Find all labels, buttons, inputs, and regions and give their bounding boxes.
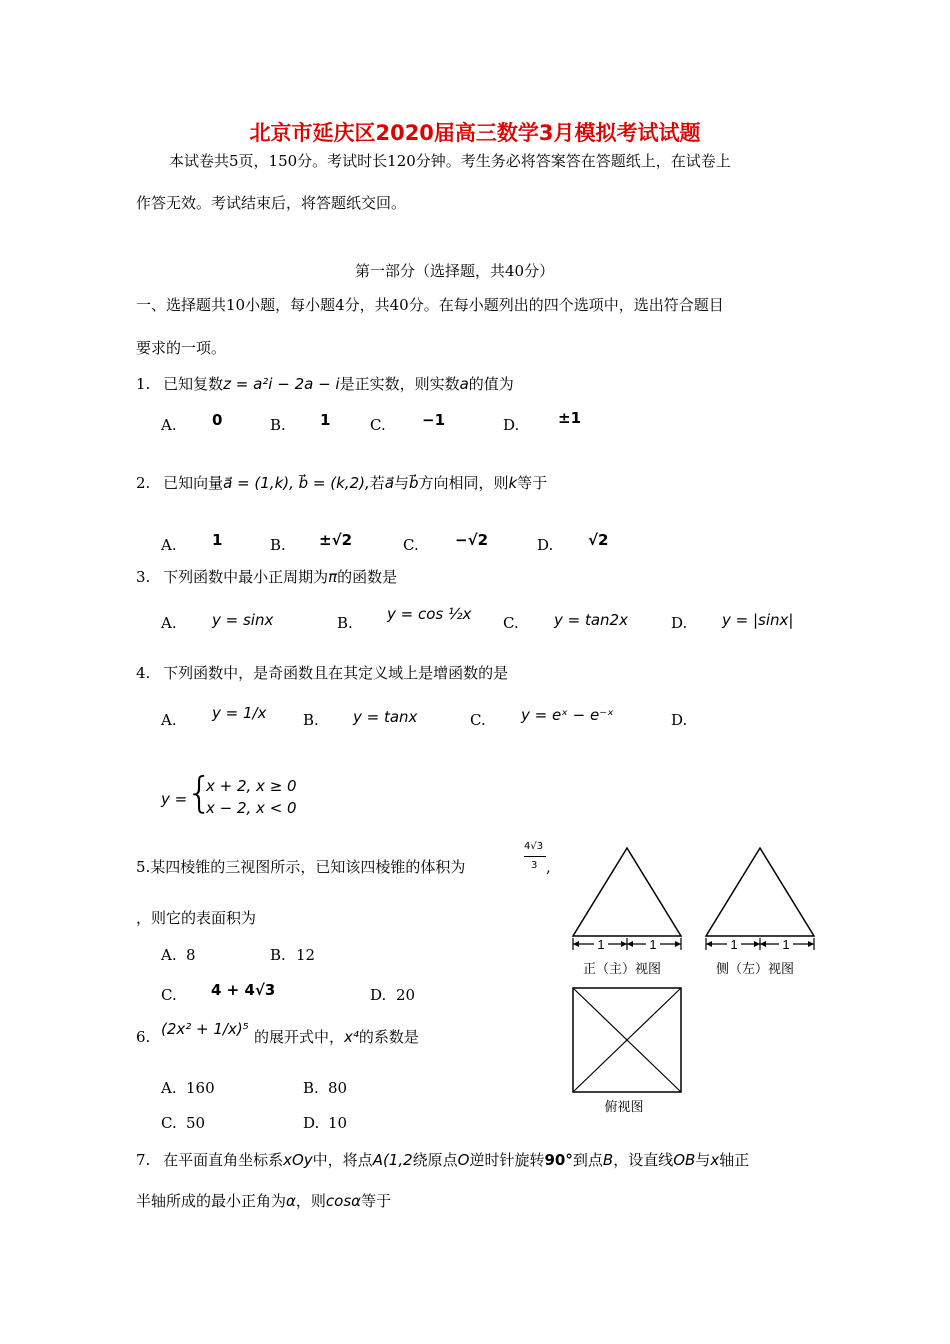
q1-option-b-value: 1	[320, 411, 331, 429]
q6-option-d-value: 10	[328, 1114, 348, 1132]
q4-option-a-letter: A.	[161, 711, 177, 729]
q6-option-b-value: 80	[328, 1079, 348, 1097]
q3-option-b-letter: B.	[337, 614, 353, 632]
q2-variable-k: k	[508, 474, 518, 492]
q3-option-a-value: y = sinx	[212, 611, 274, 629]
q1-stem	[136, 375, 514, 393]
q3-option-d-value: y = |sinx|	[722, 611, 794, 629]
q2-vector-b: b⃗	[408, 474, 419, 492]
q6-option-b-letter: B.	[303, 1079, 319, 1097]
q4-option-a-value: y = 1/x	[212, 704, 267, 722]
q6-text-mid: 的展开式中，	[254, 1028, 345, 1046]
q2-option-c-value: −√2	[455, 531, 489, 549]
three-view-figure	[560, 840, 820, 1120]
q5-stem-line-2: ，则它的表面积为	[136, 909, 257, 927]
part1-instructions-line-2: 要求的一项。	[136, 339, 227, 357]
q3-option-c-value: y = tan2x	[554, 611, 628, 629]
q2-option-c-letter: C.	[403, 536, 419, 554]
q7-text-7: 与	[695, 1151, 711, 1169]
q4-option-d-letter: D.	[671, 711, 688, 729]
front-view-caption: 正（主）视图	[582, 962, 662, 977]
q2-option-b-letter: B.	[270, 536, 286, 554]
q5-fraction-bar	[524, 856, 546, 857]
part1-instructions-line-1: 一、选择题共10小题，每小题4分，共40分。在每小题列出的四个选项中，选出符合题目	[136, 296, 724, 314]
q2-option-a-value: 1	[212, 531, 223, 549]
q1-text-post: 的值为	[468, 375, 514, 393]
q3-option-a-letter: A.	[161, 614, 177, 632]
front-view-arrow-3	[627, 941, 633, 947]
q4-piecewise-lhs: y =	[161, 790, 188, 808]
q7-math-point-b: B	[602, 1151, 614, 1169]
q3-option-d-letter: D.	[671, 614, 688, 632]
q1-option-c-value: −1	[422, 411, 446, 429]
side-view-arrow-1	[706, 941, 712, 947]
q6-option-c-letter: C.	[161, 1114, 177, 1132]
q5-option-a-letter: A.	[161, 946, 177, 964]
q1-option-b-letter: B.	[270, 416, 286, 434]
q1-option-a-letter: A.	[161, 416, 177, 434]
q7-text-1: 在平面直角坐标系	[163, 1151, 284, 1169]
q5-option-d-letter: D.	[370, 986, 387, 1004]
q7-text-4: 逆时针旋转	[469, 1151, 545, 1169]
q2-option-d-letter: D.	[537, 536, 554, 554]
q4-option-b-letter: B.	[303, 711, 319, 729]
q1-option-d-value: ±1	[558, 409, 582, 427]
side-view-arrow-4	[808, 941, 814, 947]
q6-variable: x⁴	[344, 1028, 359, 1046]
q2-stem	[136, 474, 547, 492]
q4-piecewise-bottom: x − 2, x < 0	[206, 799, 297, 817]
top-view-caption: 俯视图	[604, 1100, 644, 1115]
q2-number: 2.	[136, 474, 151, 492]
q2-option-a-letter: A.	[161, 536, 177, 554]
q2-vector-a: a⃗	[384, 474, 394, 492]
q2-text-post: 等于	[517, 474, 548, 492]
front-view-arrow-1	[573, 941, 579, 947]
q3-variable: π	[328, 568, 338, 586]
q3-text-pre: 下列函数中最小正周期为	[163, 568, 329, 586]
q4-stem	[136, 664, 508, 682]
q5-fraction-numerator: 4√3	[524, 841, 544, 852]
front-view-arrow-2	[621, 941, 627, 947]
front-view-dim-label-2: 1	[649, 937, 657, 952]
q7-math-line-ob: OB	[673, 1151, 696, 1169]
q7-math-xoy: xOy	[283, 1151, 313, 1169]
q7-text-9: 半轴所成的最小正角为	[136, 1192, 287, 1210]
q5-option-a-value: 8	[186, 946, 196, 964]
q6-text-post: 的系数是	[358, 1028, 419, 1046]
q5-option-c-letter: C.	[161, 986, 177, 1004]
q1-expression: z = a²i − 2a − i	[223, 375, 340, 393]
q5-option-d-value: 20	[396, 986, 416, 1004]
q7-math-point-a: A(1,2	[372, 1151, 413, 1169]
q5-fraction-denominator: 3	[531, 860, 538, 871]
front-view-arrow-4	[675, 941, 681, 947]
q6-option-a-letter: A.	[161, 1079, 177, 1097]
q7-text-2: 中，将点	[312, 1151, 373, 1169]
q1-number: 1.	[136, 375, 151, 393]
front-view-dim-label-1: 1	[597, 937, 605, 952]
side-view-triangle	[706, 848, 814, 936]
q1-variable: a	[459, 375, 469, 393]
q7-text-5: 到点	[572, 1151, 603, 1169]
q4-piecewise-brace: {	[186, 768, 213, 817]
q7-math-cos-alpha: cosα	[325, 1192, 362, 1210]
q6-option-c-value: 50	[186, 1114, 206, 1132]
q6-expression: (2x² + 1/x)⁵	[161, 1020, 249, 1038]
q2-text-pre: 已知向量	[163, 474, 224, 492]
q4-option-c-value: y = eˣ − e⁻ˣ	[521, 706, 614, 724]
q6-number: 6.	[136, 1028, 151, 1046]
page-title: 北京市延庆区2020届高三数学3月模拟考试试题	[249, 121, 701, 145]
q1-option-c-letter: C.	[370, 416, 386, 434]
part1-heading: 第一部分（选择题，共40分）	[355, 262, 555, 280]
q7-text-6: ，设直线	[613, 1151, 674, 1169]
side-view-dim-label-1: 1	[730, 937, 738, 952]
q2-option-b-value: ±√2	[319, 531, 353, 549]
q7-math-angle: 90°	[544, 1151, 573, 1169]
q4-piecewise-top: x + 2, x ≥ 0	[206, 777, 297, 795]
q4-option-c-letter: C.	[470, 711, 486, 729]
q2-option-d-value: √2	[588, 531, 609, 549]
q3-text-post: 的函数是	[337, 568, 398, 586]
q7-math-origin: O	[457, 1151, 470, 1169]
q7-math-alpha: α	[286, 1192, 296, 1210]
q7-text-10: ，则	[295, 1192, 326, 1210]
q4-number: 4.	[136, 664, 151, 682]
q6-option-a-value: 160	[186, 1079, 215, 1097]
front-view-triangle	[573, 848, 681, 936]
q4-text: 下列函数中，是奇函数且在其定义域上是增函数的是	[163, 664, 509, 682]
q7-text-11: 等于	[361, 1192, 392, 1210]
q1-text-pre: 已知复数	[163, 375, 224, 393]
side-view-dim-label-2: 1	[782, 937, 790, 952]
q5-option-b-letter: B.	[270, 946, 286, 964]
intro-line-1: 本试卷共5页，150分。考试时长120分钟。考生务必将答案答在答题纸上，在试卷上	[169, 152, 731, 170]
q2-text-mid2: 与	[393, 474, 409, 492]
q3-option-c-letter: C.	[503, 614, 519, 632]
q1-option-d-letter: D.	[503, 416, 520, 434]
q6-stem	[254, 1028, 419, 1046]
intro-line-2: 作答无效。考试结束后，将答题纸交回。	[136, 194, 407, 212]
q7-text-3: 绕原点	[412, 1151, 458, 1169]
q7-stem-line-1	[136, 1151, 749, 1169]
side-view-caption: 侧（左）视图	[715, 962, 795, 977]
q3-option-b-value: y = cos ½x	[387, 605, 472, 623]
side-view-arrow-2	[754, 941, 760, 947]
q6-option-d-letter: D.	[303, 1114, 320, 1132]
q3-stem	[136, 568, 397, 586]
q7-number: 7.	[136, 1151, 151, 1169]
q2-text-mid1: 若	[369, 474, 385, 492]
q3-number: 3.	[136, 568, 151, 586]
q2-expression: a⃗ = (1,k), b⃗ = (k,2),	[223, 474, 370, 492]
q1-option-a-value: 0	[212, 411, 223, 429]
q7-math-x: x	[710, 1151, 720, 1169]
q5-fraction-tail: ,	[546, 858, 551, 876]
q5-stem-line-1: 5.某四棱锥的三视图所示，已知该四棱锥的体积为	[136, 858, 466, 876]
q4-option-b-value: y = tanx	[353, 708, 418, 726]
q7-text-8: 轴正	[719, 1151, 750, 1169]
q2-text-mid3: 方向相同，则	[418, 474, 509, 492]
side-view-arrow-3	[760, 941, 766, 947]
q5-option-b-value: 12	[296, 946, 316, 964]
q1-text-mid: 是正实数，则实数	[339, 375, 460, 393]
q7-stem-line-2	[136, 1192, 391, 1210]
q5-option-c-value: 4 + 4√3	[211, 981, 276, 999]
